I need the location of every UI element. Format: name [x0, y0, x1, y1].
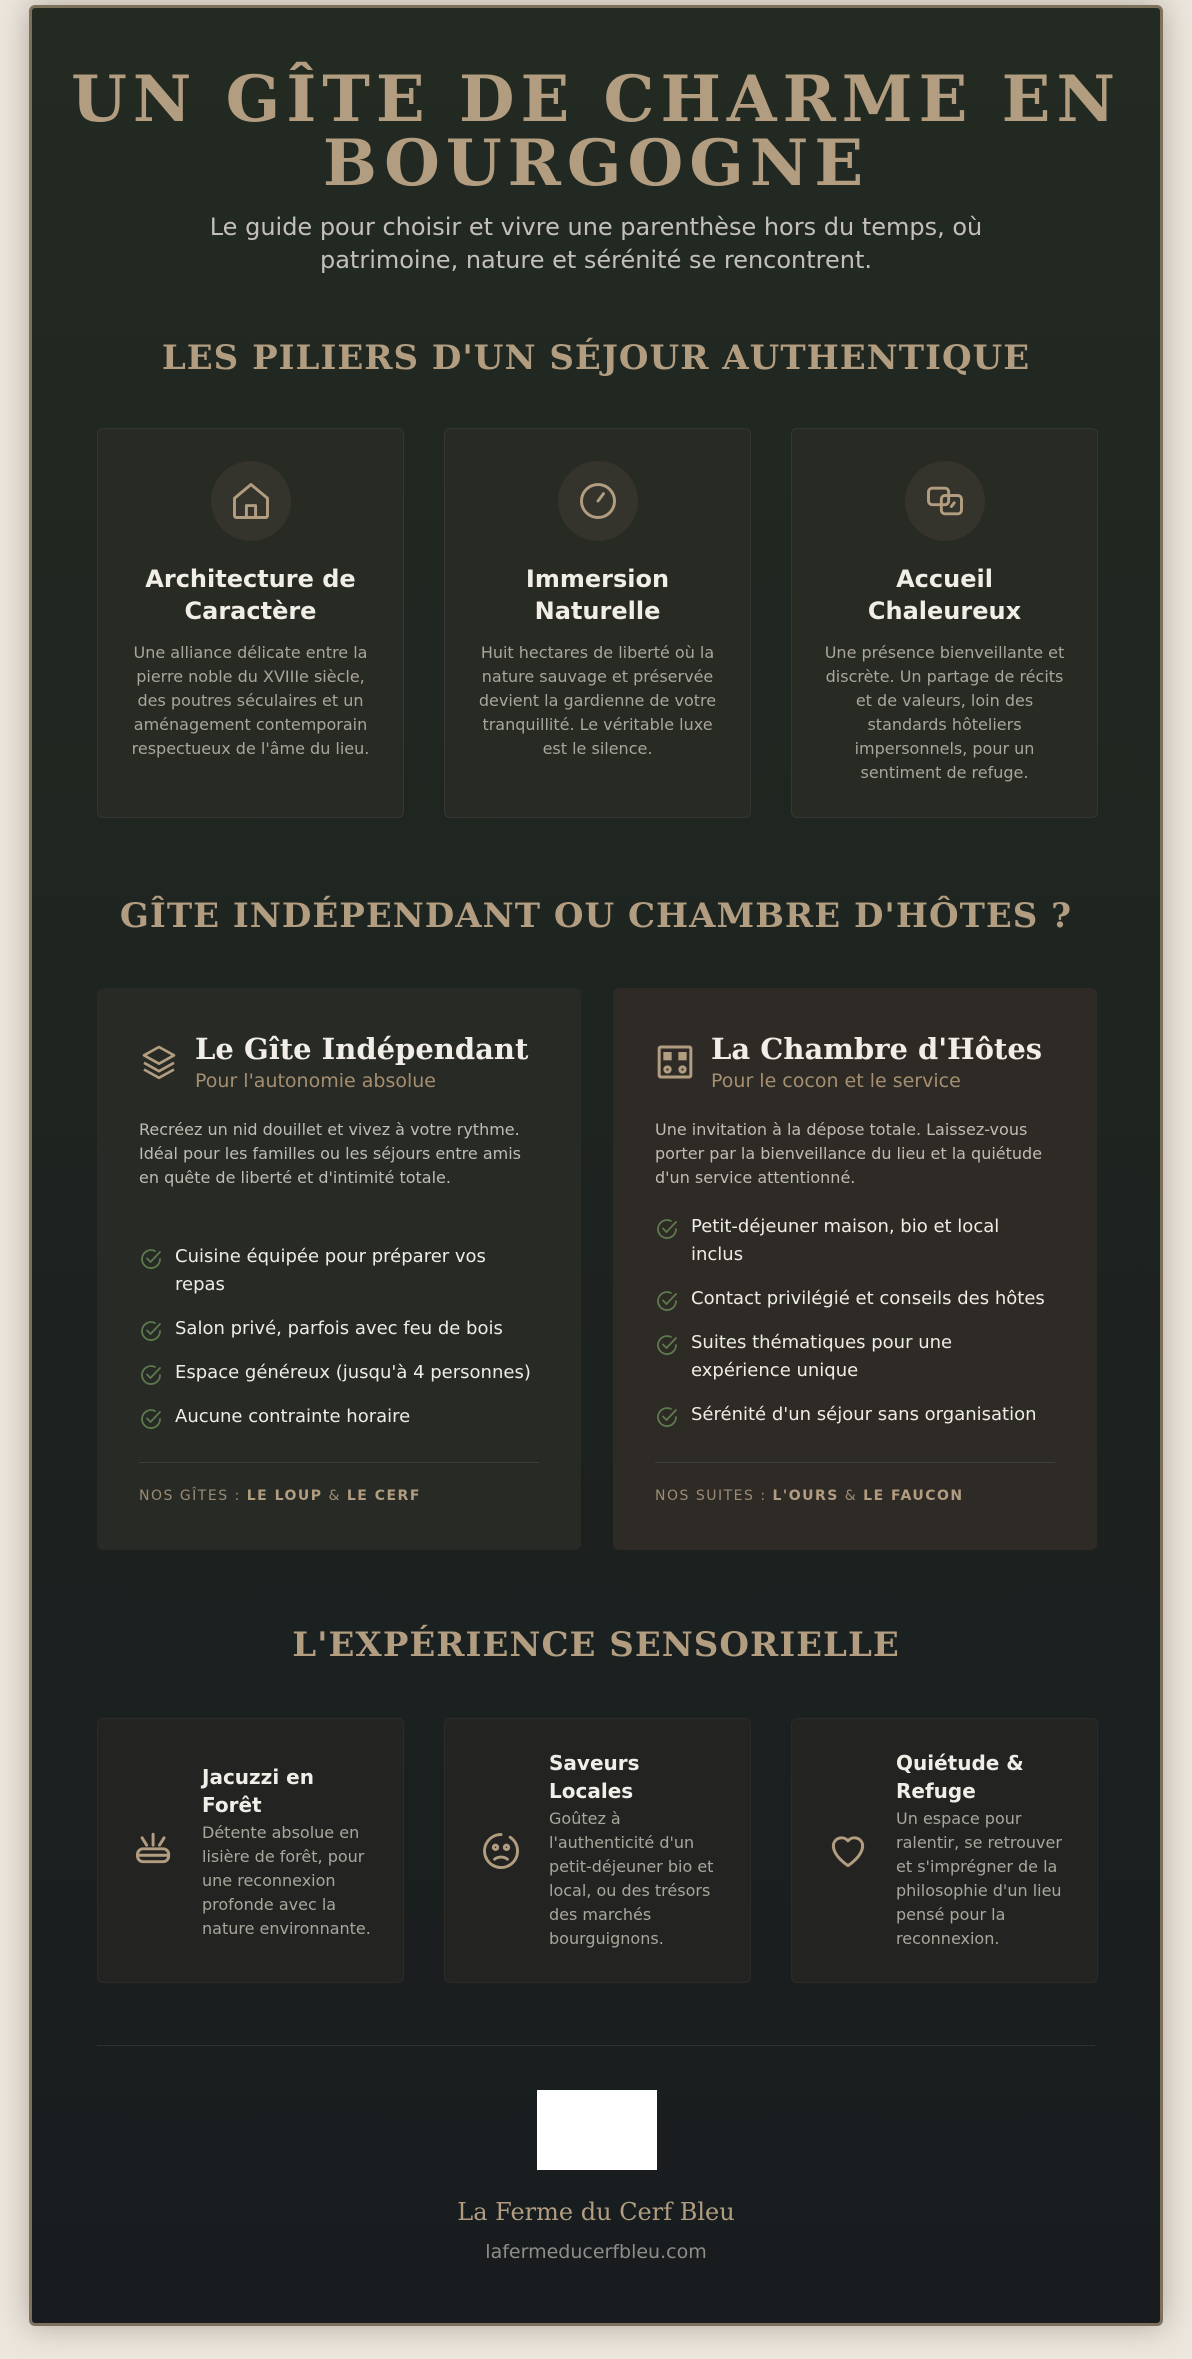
check-circle-icon	[655, 1217, 679, 1241]
pillar-text: Huit hectares de liberté où la nature sauvage et préservée devient la gardienne de votre tranquillité. Le véritable luxe est le silence.	[478, 643, 717, 758]
hero-title-line2: BOURGOGNE	[322, 126, 870, 201]
conversation-icon	[905, 461, 985, 541]
hero-title-line1: UN GÎTE DE CHARME EN	[71, 62, 1121, 137]
experience-card-text: Détente absolue en lisière de forêt, pour une reconnexion profonde avec la nature environnante.	[202, 1823, 371, 1938]
hero-subtitle-line2: patrimoine, nature et sérénité se rencontrent.	[319, 246, 873, 274]
suite-name-ours: L'OURS	[772, 1488, 839, 1504]
check-circle-icon	[139, 1247, 163, 1271]
gite-tagline: Pour l'autonomie absolue	[195, 1070, 436, 1092]
feature-text: Cuisine équipée pour préparer vos repas	[175, 1246, 486, 1295]
logo	[537, 2090, 657, 2170]
gite-names-label: NOS GÎTES :	[139, 1488, 247, 1504]
gite-card	[97, 988, 581, 1550]
check-circle-icon	[139, 1363, 163, 1387]
check-circle-icon	[139, 1407, 163, 1431]
pillar-card-architecture	[97, 428, 404, 818]
ampersand: &	[322, 1488, 347, 1504]
check-circle-icon	[655, 1333, 679, 1357]
chambre-description: Une invitation à la dépose totale. Laissez-vous porter par la bienveillance du lieu et la quiétude d'un service attentionné.	[655, 1120, 1043, 1187]
gite-names	[139, 1488, 421, 1504]
jacuzzi-icon	[132, 1825, 176, 1869]
hero-subtitle	[202, 211, 990, 277]
experience-card-jacuzzi	[97, 1718, 404, 1983]
bed-icon	[655, 1042, 695, 1082]
footer-website-link[interactable]: lafermeducerfbleu.com	[485, 2241, 707, 2263]
suite-name-faucon: LE FAUCON	[863, 1488, 964, 1504]
experience-card-title: Saveurs Locales	[549, 1751, 640, 1803]
layers-icon	[139, 1042, 179, 1082]
feature-item	[655, 1329, 1055, 1385]
experience-card-title: Quiétude & Refuge	[896, 1751, 1024, 1803]
house-icon	[211, 461, 291, 541]
experience-card-quietude	[791, 1718, 1098, 1983]
divider	[139, 1462, 539, 1463]
feature-text: Suites thématiques pour une expérience unique	[691, 1332, 953, 1381]
divider	[655, 1462, 1055, 1463]
hero-title	[32, 62, 1160, 201]
gite-title: Le Gîte Indépendant	[195, 1032, 529, 1066]
gite-description: Recréez un nid douillet et vivez à votre rythme. Idéal pour les familles ou les séjours entre amis en quête de liberté et d'intimité totale.	[139, 1120, 522, 1187]
feature-text: Petit-déjeuner maison, bio et local inclus	[691, 1216, 1000, 1265]
chambre-card	[613, 988, 1097, 1550]
compare-title: GÎTE INDÉPENDANT OU CHAMBRE D'HÔTES ?	[119, 896, 1073, 936]
experience-title: L'EXPÉRIENCE SENSORIELLE	[292, 1625, 900, 1665]
feature-text: Contact privilégié et conseils des hôtes	[691, 1288, 1045, 1309]
chambre-card-header	[655, 1030, 1042, 1094]
check-circle-icon	[139, 1319, 163, 1343]
pillar-card-nature	[444, 428, 751, 818]
pillar-text: Une alliance délicate entre la pierre noble du XVIIIe siècle, des poutres séculaires et un aménagement contemporain respectueux de l'âme du lieu.	[131, 643, 370, 758]
feature-text: Espace généreux (jusqu'à 4 personnes)	[175, 1362, 531, 1383]
chambre-names-label: NOS SUITES :	[655, 1488, 773, 1504]
hero-subtitle-line1: Le guide pour choisir et vivre une parenthèse hors du temps, où	[209, 213, 983, 241]
feature-item	[139, 1315, 539, 1343]
gite-feature-list	[139, 1243, 539, 1447]
experience-card-saveurs	[444, 1718, 751, 1983]
pillar-title: Architecture de Caractère	[145, 565, 356, 625]
pillar-card-accueil	[791, 428, 1098, 818]
feature-item	[139, 1359, 539, 1387]
pillar-text: Une présence bienveillante et discrète. Un partage de récits et de valeurs, loin des standards hôteliers impersonnels, pour un sentiment de refuge.	[824, 643, 1065, 782]
chambre-feature-list	[655, 1213, 1055, 1445]
taste-face-icon	[479, 1829, 523, 1873]
pillar-title: Accueil Chaleureux	[867, 565, 1022, 625]
feature-item	[655, 1285, 1055, 1313]
chambre-names	[655, 1488, 964, 1504]
ampersand: &	[838, 1488, 864, 1504]
check-circle-icon	[655, 1289, 679, 1313]
feature-item	[655, 1401, 1055, 1429]
chambre-tagline: Pour le cocon et le service	[711, 1070, 961, 1092]
gite-name-loup: LE LOUP	[246, 1488, 323, 1504]
experience-card-title: Jacuzzi en Forêt	[202, 1765, 314, 1817]
pillars-title: LES PILIERS D'UN SÉJOUR AUTHENTIQUE	[161, 338, 1031, 378]
feature-item	[139, 1243, 539, 1299]
gite-name-cerf: LE CERF	[346, 1488, 421, 1504]
feature-item	[139, 1403, 539, 1431]
footer-brand: La Ferme du Cerf Bleu	[457, 2198, 735, 2226]
feature-text: Aucune contrainte horaire	[175, 1406, 411, 1427]
heart-icon	[826, 1829, 870, 1873]
compass-icon	[558, 461, 638, 541]
feature-text: Sérénité d'un séjour sans organisation	[691, 1404, 1037, 1425]
feature-text: Salon privé, parfois avec feu de bois	[175, 1318, 503, 1339]
gite-card-header	[139, 1030, 528, 1094]
feature-item	[655, 1213, 1055, 1269]
experience-card-text: Un espace pour ralentir, se retrouver et s'imprégner de la philosophie d'un lieu pensé pour la reconnexion.	[896, 1809, 1062, 1948]
experience-card-text: Goûtez à l'authenticité d'un petit-déjeuner bio et local, ou des trésors des marchés bourguignons.	[549, 1809, 714, 1948]
pillar-title: Immersion Naturelle	[525, 565, 670, 625]
page-frame	[29, 5, 1163, 2326]
footer-divider	[97, 2045, 1095, 2046]
check-circle-icon	[655, 1405, 679, 1429]
chambre-title: La Chambre d'Hôtes	[711, 1032, 1043, 1066]
